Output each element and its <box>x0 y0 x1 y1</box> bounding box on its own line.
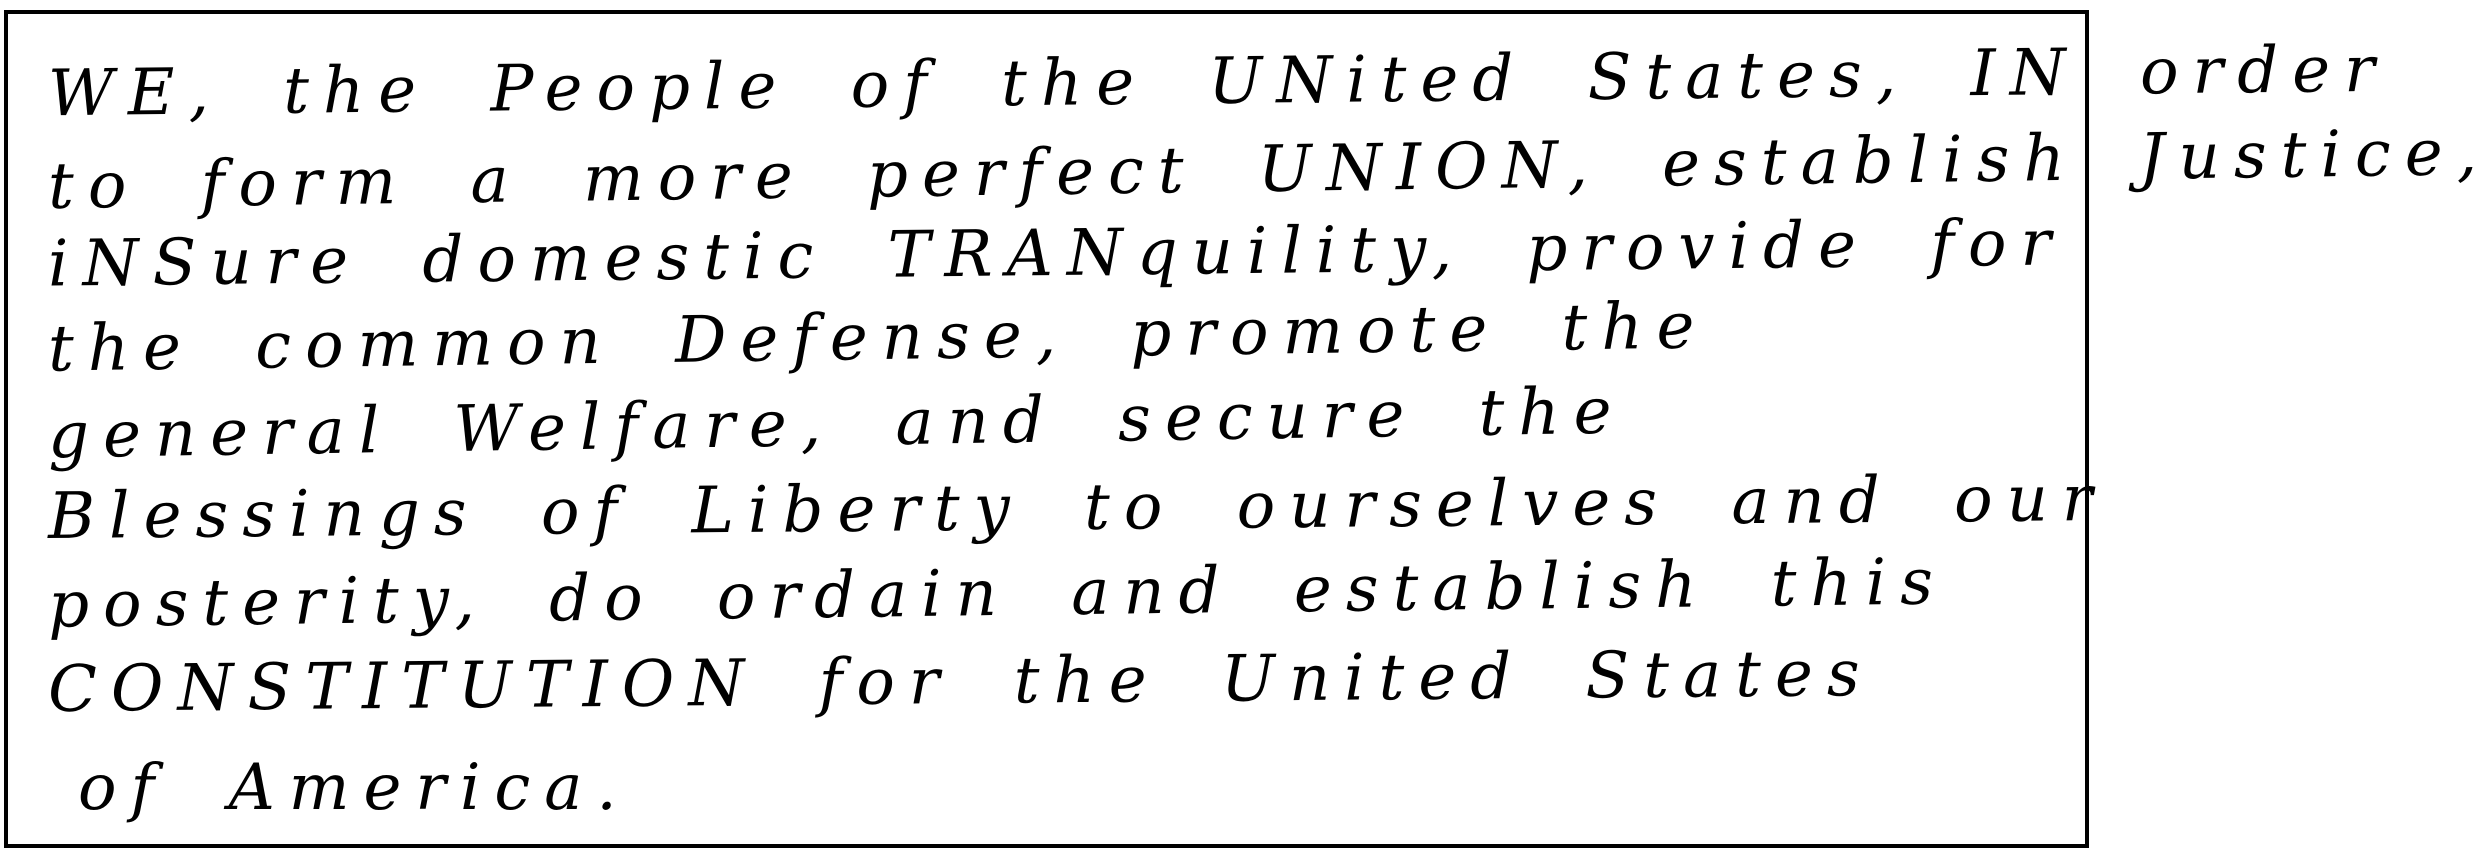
handwritten-note-card <box>4 10 2491 848</box>
handwriting-line-8: CONSTITUTION for the United States <box>47 637 1874 727</box>
handwriting-line-4: the common Defense, promote the <box>47 289 1709 387</box>
handwriting-line-9: of America. <box>78 751 631 825</box>
handwriting-line-3: iNSure domestic TRANquility, provide for <box>47 206 2066 302</box>
handwriting-line-2: to form a more perfect UNION, establish Justice, <box>47 115 2491 225</box>
handwriting-line-1: WE, the People of the UNited States, IN order <box>47 32 2389 132</box>
handwriting-line-7: posterity, do ordain and establish this <box>47 545 1948 643</box>
handwriting-line-6: Blessings of Liberty to ourselves and our <box>47 462 2107 554</box>
handwriting-line-5: general Welfare, and secure the <box>47 374 1626 474</box>
